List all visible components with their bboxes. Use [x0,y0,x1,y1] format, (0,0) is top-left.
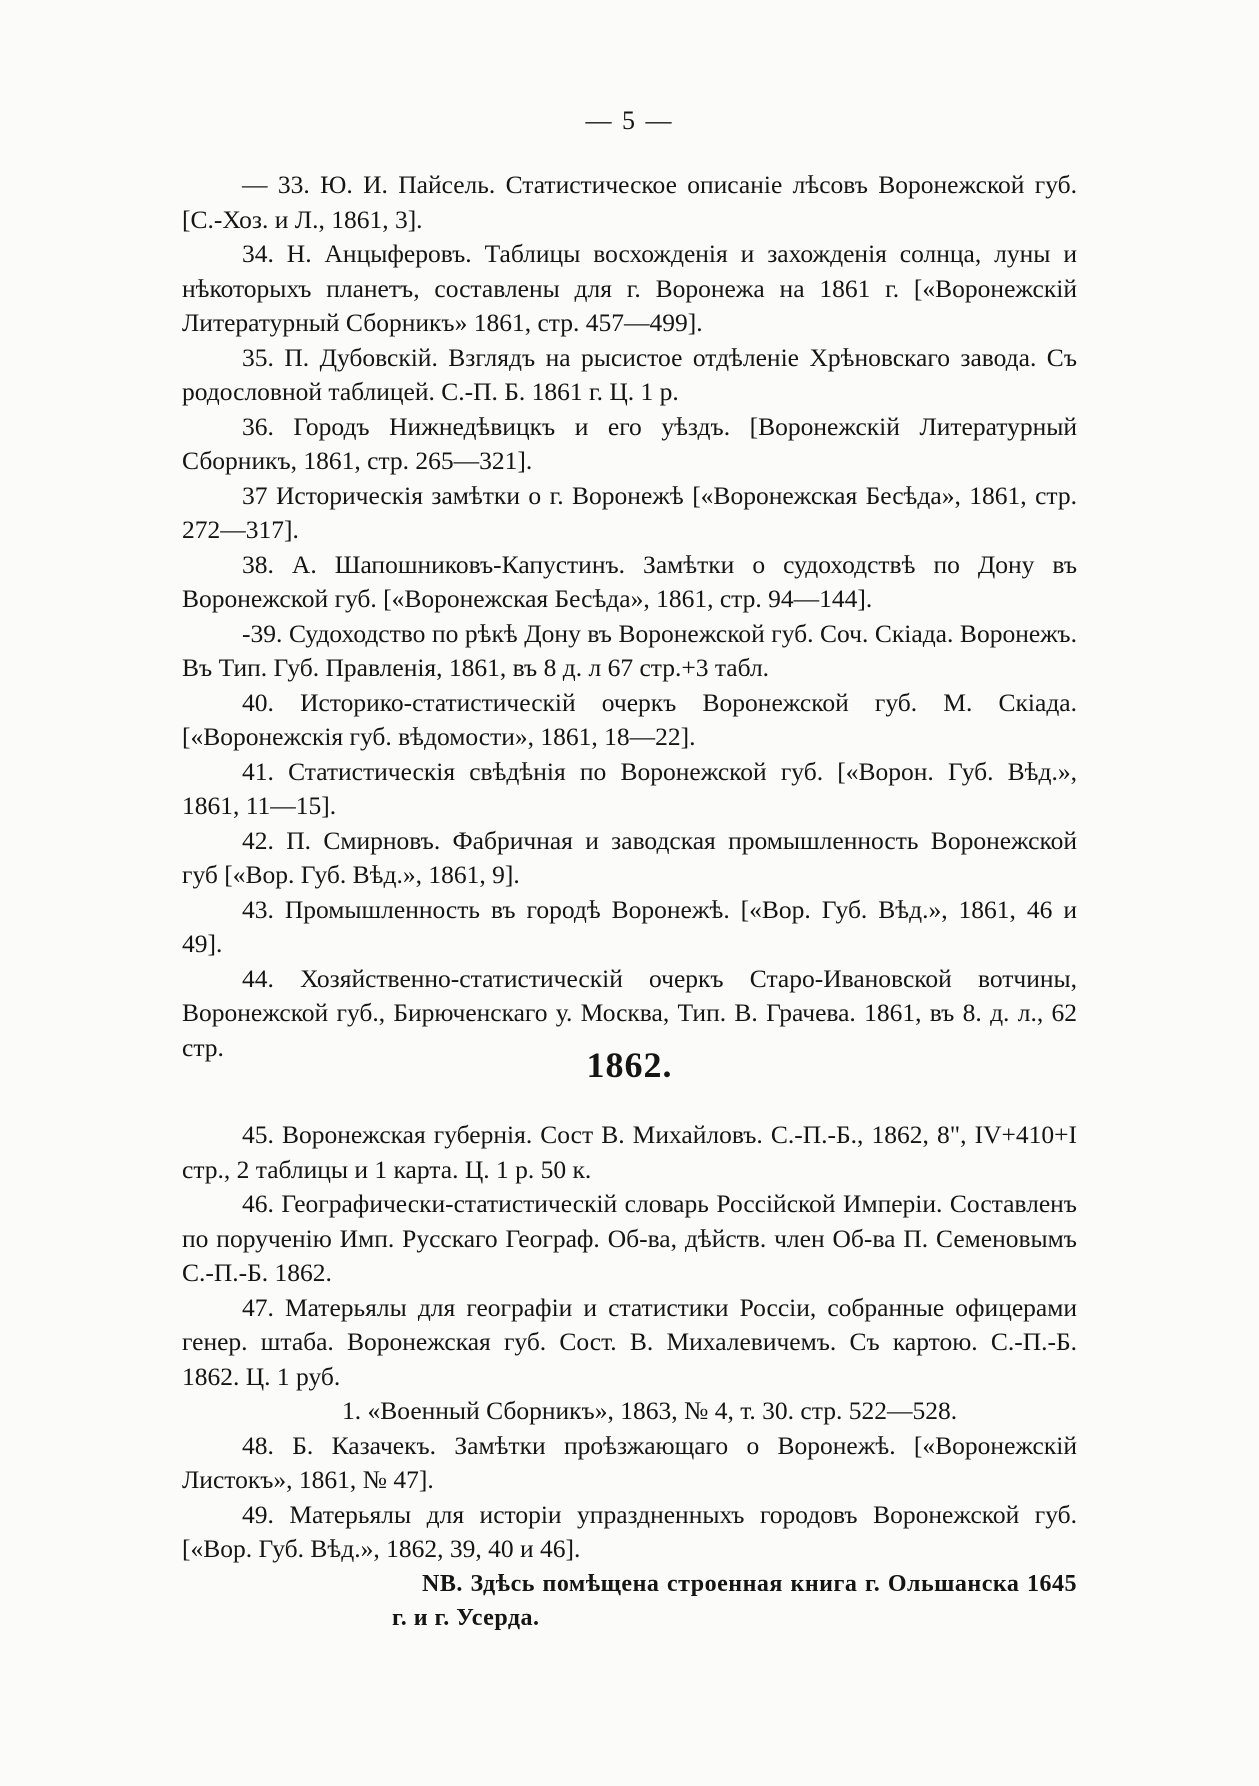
bibliography-entry-33 [182,168,1077,237]
entry-number: 36. [242,411,274,441]
bibliography-entry-49 [182,1498,1077,1567]
entry-number: 40. [242,687,274,717]
bibliography-entry-40 [182,686,1077,755]
bibliography-entry-47 [182,1291,1077,1395]
entry-number: 44. [242,963,274,993]
footnote: 1. «Военный Сборникъ», 1863, № 4, т. 30. стр. 522—528. [342,1396,958,1425]
entry-text: Историко-статистическій очеркъ Воронежской губ. М. Скіада. [«Воронежскія губ. вѣдомости», 1861, 18—22]. [182,687,1078,751]
bibliography-entry-34 [182,237,1077,341]
entry-text: Судоходство по рѣкѣ Дону въ Воронежской губ. Соч. Скіада. Воронежъ. Въ Тип. Губ. Правленія, 1861, въ 8 д. л 67 стр.+3 табл. [182,618,1077,682]
entry-text: Городъ Нижнедѣвицкъ и его уѣздъ. [Воронежскій Литературный Сборникъ, 1861, стр. 265—321]. [182,411,1077,475]
entries-1861 [182,168,1077,1065]
entry-number: -39. [242,618,283,648]
entry-text: Историческія замѣтки о г. Воронежѣ [«Воронежская Бесѣда», 1861, стр. 272—317]. [182,480,1078,544]
bibliography-entry-41 [182,755,1077,824]
bibliography-entry-37 [182,479,1077,548]
page-number: — 5 — [585,106,674,135]
entries-1862 [182,1118,1077,1636]
entry-number: 46. [242,1189,274,1218]
bibliography-entry-46 [182,1187,1077,1291]
bibliography-entry-39 [182,617,1077,686]
entry-text: Географически-статистическій словарь Россійской Имперіи. Составленъ по порученію Имп. Русскаго Географ. Об-ва, дѣйств. член Об-ва П. Семеновымъ С.-П.-Б. 1862. [182,1189,1077,1287]
entry-number: 48. [242,1430,274,1460]
entry-number: 38. [242,549,274,579]
entry-number: 35. [242,342,274,372]
entry-text: Матерьялы для исторіи упраздненныхъ городовъ Воронежской губ. [«Вор. Губ. Вѣд.», 1862, 39, 40 и 46]. [182,1499,1077,1563]
bibliography-entry-48 [182,1429,1077,1498]
year-heading: 1862. [586,1045,673,1085]
entry-text: Ю. И. Пайсель. Статистическое описаніе лѣсовъ Воронежской губ. [С.-Хоз. и Л., 1861, 3]. [182,170,1078,234]
entry-number: — 33. [242,170,310,199]
entry-text: Хозяйственно-статистическій очеркъ Старо-Ивановской вотчины, Воронежской губ., Бирюченскаго у. Москва, Тип. В. Грачева. 1861, въ 8. д. л., 62 стр. [182,963,1078,1062]
entry-text: П. Смирновъ. Фабричная и заводская промышленность Воронежской губ [«Вор. Губ. Вѣд.», 1861, 9]. [182,825,1077,889]
entry-number: 49. [242,1499,274,1529]
entry-text: Воронежская губернія. Сост В. Михайловъ. С.-П.-Б., 1862, 8", IV+410+I стр., 2 таблицы и 1 карта. Ц. 1 р. 50 к. [182,1120,1077,1184]
entry-text: Матерьялы для географіи и статистики Россіи, собранные офицерами генер. штаба. Воронежская губ. Сост. В. Михалевичемъ. Съ картою. С.-П.-Б. 1862. Ц. 1 руб. [182,1292,1078,1391]
bibliography-entry-36 [182,410,1077,479]
entry-number: 47. [242,1292,274,1322]
entry-number: 42. [242,825,274,855]
entry-number: 45. [242,1120,274,1149]
bibliography-entry-35 [182,341,1077,410]
entry-number: 34. [242,239,274,268]
bibliography-entry-42 [182,824,1077,893]
entry-number: 37 [242,480,268,510]
bibliography-entry-38 [182,548,1077,617]
entry-text: Статистическія свѣдѣнія по Воронежской губ. [«Ворон. Губ. Вѣд.», 1861, 11—15]. [182,756,1077,820]
entry-text: П. Дубовскій. Взглядъ на рысистое отдѣленіе Хрѣновскаго завода. Съ родословной таблицей. С.-П. Б. 1861 г. Ц. 1 р. [182,342,1078,406]
entry-number: 41. [242,756,274,786]
bibliography-entry-43 [182,893,1077,962]
entry-text: Б. Казачекъ. Замѣтки проѣзжающаго о Воронежѣ. [«Воронежскій Листокъ», 1861, № 47]. [182,1430,1077,1494]
entry-number: 43. [242,894,274,924]
entry-text: Промышленность въ городѣ Воронежѣ. [«Вор. Губ. Вѣд.», 1861, 46 и 49]. [182,894,1078,958]
nota-bene-note: NB. Здѣсь помѣщена строенная книга г. Ольшанска 1645 г. и г. Усерда. [392,1570,1077,1631]
entry-text: Н. Анцыферовъ. Таблицы восхожденія и захожденія солнца, луны и нѣкоторыхъ планетъ, составлены для г. Воронежа на 1861 г. [«Воронежскій Литературный Сборникъ» 1861, стр. 457—499]. [182,239,1077,337]
entry-text: А. Шапошниковъ-Капустинъ. Замѣтки о судоходствѣ по Дону въ Воронежской губ. [«Воронежская Бесѣда», 1861, стр. 94—144]. [182,549,1078,613]
bibliography-entry-45 [182,1118,1077,1187]
